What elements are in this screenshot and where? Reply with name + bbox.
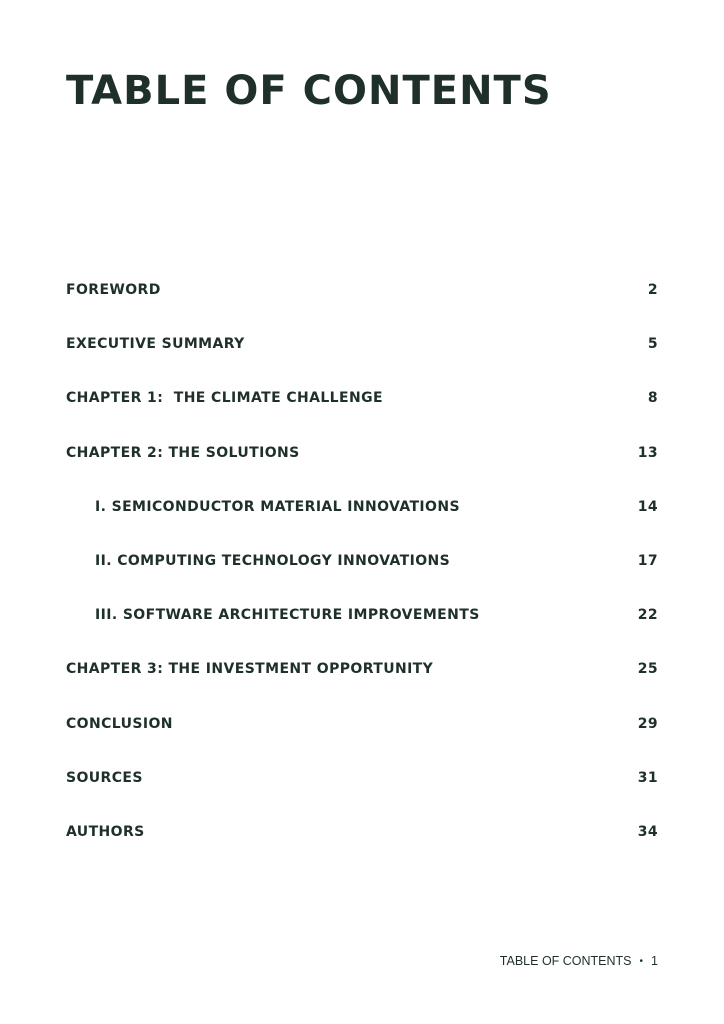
toc-entry-page: 14 [637,499,658,515]
page-footer [500,954,658,968]
toc-entry-conclusion[interactable] [66,714,658,734]
toc-entry-page: 13 [637,445,658,461]
toc-entry-label: III. SOFTWARE ARCHITECTURE IMPROVEMENTS [95,607,480,623]
toc-entry-page: 34 [637,824,658,840]
toc-entry-page: 17 [637,553,658,569]
toc-entry-label: EXECUTIVE SUMMARY [66,336,245,352]
toc-entry-page: 29 [637,716,658,732]
toc-entry-page: 25 [637,661,658,677]
footer-separator: • [639,955,644,967]
toc-entry-label: CHAPTER 1: THE CLIMATE CHALLENGE [66,390,383,406]
toc-entry-label: SOURCES [66,770,143,786]
toc-entry-chapter-3[interactable] [66,659,658,679]
toc-entry-page: 31 [637,770,658,786]
toc-entry-foreword[interactable] [66,280,658,300]
toc-entry-chapter-1[interactable] [66,388,658,408]
toc-subentry-software[interactable] [95,605,658,625]
toc-entry-page: 8 [647,390,658,406]
toc-entry-label: CONCLUSION [66,716,173,732]
toc-entry-page: 22 [637,607,658,623]
toc-entry-sources[interactable] [66,768,658,788]
toc-entry-page: 5 [647,336,658,352]
toc-entry-authors[interactable] [66,822,658,842]
toc-entry-label: CHAPTER 3: THE INVESTMENT OPPORTUNITY [66,661,434,677]
toc-entry-label: I. SEMICONDUCTOR MATERIAL INNOVATIONS [95,499,460,515]
toc-entry-chapter-2[interactable] [66,443,658,463]
footer-page-number: 1 [651,954,658,968]
toc-entry-label: FOREWORD [66,282,161,298]
footer-section-label: TABLE OF CONTENTS [499,954,632,968]
toc-entry-page: 2 [647,282,658,298]
toc-entry-label: AUTHORS [66,824,145,840]
page-title: TABLE OF CONTENTS [66,68,552,114]
toc-entry-executive-summary[interactable] [66,334,658,354]
toc-entry-label: CHAPTER 2: THE SOLUTIONS [66,445,300,461]
toc-subentry-computing[interactable] [95,551,658,571]
toc-entry-label: II. COMPUTING TECHNOLOGY INNOVATIONS [95,553,451,569]
toc-subentry-semiconductor[interactable] [95,497,658,517]
